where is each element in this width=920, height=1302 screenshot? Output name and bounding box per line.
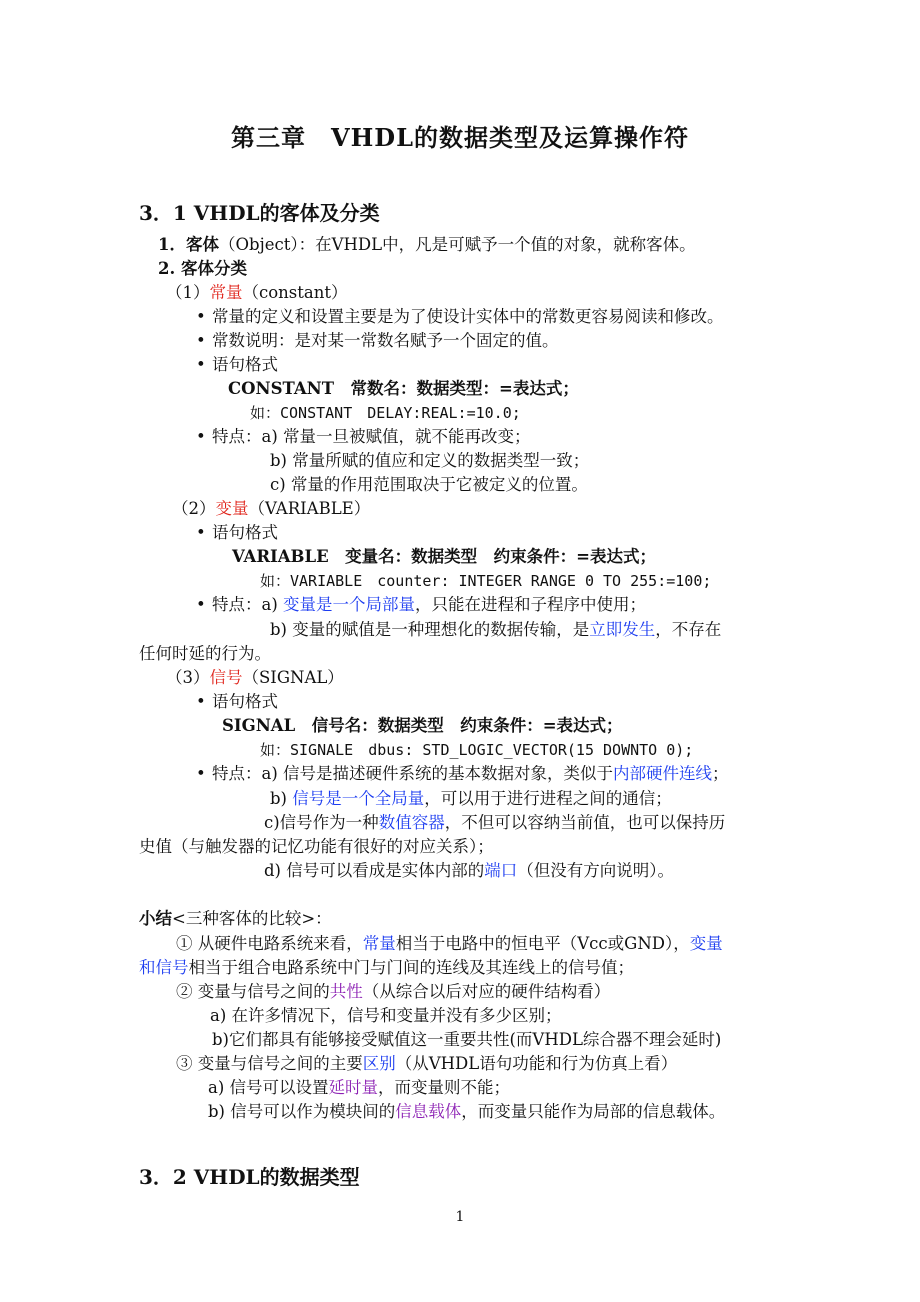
summary-item-2-suffix: （从综合以后对应的硬件结构看） <box>362 982 611 1001</box>
summary-item-3-highlight: 区别 <box>362 1054 396 1073</box>
feature-c-prefix: c)信号作为一种 <box>264 813 379 832</box>
summary-item-2a: a) 在许多情况下，信号和变量并没有多少区别； <box>210 1006 562 1025</box>
constant-bullet-2 <box>196 329 559 353</box>
summary-item-3 <box>176 1052 677 1076</box>
constant-example: 如：CONSTANT DELAY:REAL:=10.0; <box>250 404 521 422</box>
summary-heading <box>139 907 332 931</box>
bullet-text: 常量的定义和设置主要是为了使设计实体中的常数更容易阅读和修改。 <box>212 307 724 326</box>
bullet-icon: • <box>196 355 206 374</box>
feature-b-suffix: ，可以用于进行进程之间的通信； <box>424 789 672 808</box>
constant-bullet-3 <box>196 353 278 377</box>
summary-item-1-middle: 相当于电路中的恒电平（Vcc或GND）， <box>395 934 690 953</box>
summary-label: 小结 <box>139 909 172 928</box>
constant-heading <box>166 281 348 305</box>
section-heading-3-2: 3．2 VHDL的数据类型 <box>139 1165 360 1189</box>
variable-example: 如：VARIABLE counter: INTEGER RANGE 0 TO 255:=100; <box>260 572 712 590</box>
signal-feature-d <box>264 859 674 883</box>
summary-item-3a-prefix: a) 信号可以设置 <box>208 1078 329 1097</box>
feature-a-prefix: a) 信号是描述硬件系统的基本数据对象，类似于 <box>261 764 614 783</box>
variable-heading <box>172 497 370 521</box>
summary-item-1-highlight-signal: 和信号 <box>139 958 189 977</box>
feature-b-highlight: 立即发生 <box>589 620 656 639</box>
variable-syntax: VARIABLE 变量名：数据类型 约束条件：=表达式； <box>232 547 657 566</box>
feature-b-prefix: b) 变量的赋值是一种理想化的数据传输，是 <box>270 620 590 639</box>
summary-item-3a-highlight: 延时量 <box>328 1078 379 1097</box>
summary-item-3-prefix: ③ 变量与信号之间的主要 <box>176 1054 363 1073</box>
feature-d-highlight: 端口 <box>484 861 518 880</box>
constant-term: 常量 <box>209 283 243 302</box>
summary-item-3b-suffix: ，而变量只能作为局部的信息载体。 <box>461 1102 726 1121</box>
bullet-icon: • <box>196 764 206 783</box>
summary-item-3b-highlight: 信息载体 <box>395 1102 462 1121</box>
feature-c-suffix: ，不但可以容纳当前值，也可以保持历 <box>444 813 726 832</box>
bullet-text: 语句格式 <box>212 692 278 711</box>
summary-item-1-prefix: ① 从硬件电路系统来看， <box>176 934 363 953</box>
signal-term: 信号 <box>209 668 243 687</box>
feature-b-suffix: ，不存在 <box>655 620 722 639</box>
variable-term: 变量 <box>215 499 249 518</box>
signal-features <box>196 762 729 786</box>
bullet-icon: • <box>196 427 206 446</box>
feature-c-highlight: 数值容器 <box>378 813 445 832</box>
summary-item-2-prefix: ② 变量与信号之间的 <box>176 982 330 1001</box>
feature-label: 特点： <box>212 595 262 614</box>
bullet-icon: • <box>196 692 206 711</box>
constant-english: （constant） <box>242 283 348 302</box>
constant-features <box>196 425 531 449</box>
constant-bullet-1 <box>196 305 724 329</box>
signal-feature-c-cont: 史值（与触发器的记忆功能有很好的对应关系）； <box>139 837 494 856</box>
feature-b-prefix: b) <box>270 789 293 808</box>
definition-object <box>158 233 696 257</box>
variable-feature-b-cont: 任何时延的行为。 <box>139 644 271 663</box>
variable-features <box>196 593 646 617</box>
feature-a-highlight: 内部硬件连线 <box>613 764 713 783</box>
summary-subtitle: <三种客体的比较>： <box>172 909 332 928</box>
summary-item-1 <box>176 932 723 956</box>
feature-label: 特点： <box>212 764 262 783</box>
signal-example: 如：SIGNALE dbus: STD_LOGIC_VECTOR(15 DOWNTO 0); <box>260 741 694 759</box>
definition-text: （Object）：在VHDL中，凡是可赋予一个值的对象，就称客体。 <box>218 235 696 254</box>
summary-item-3-suffix: （从VHDL语句功能和行为仿真上看） <box>395 1054 678 1073</box>
feature-b-highlight: 信号是一个全局量 <box>292 789 425 808</box>
bullet-icon: • <box>196 523 206 542</box>
summary-item-1-cont <box>139 956 634 980</box>
signal-english: （SIGNAL） <box>242 668 344 687</box>
feature-a-prefix: a) <box>261 595 284 614</box>
variable-english: （VARIABLE） <box>248 499 371 518</box>
summary-item-1-highlight-variable: 变量 <box>689 934 723 953</box>
feature-d-suffix: （但没有方向说明）。 <box>517 861 674 880</box>
page-title: 第三章 VHDL的数据类型及运算操作符 <box>231 123 689 152</box>
feature-a-suffix: ； <box>712 764 729 783</box>
item-number: （1） <box>166 283 210 302</box>
definition-label: 1．客体 <box>158 235 219 254</box>
feature-d-prefix: d) 信号可以看成是实体内部的 <box>264 861 485 880</box>
bullet-icon: • <box>196 595 206 614</box>
summary-item-3a <box>208 1076 510 1100</box>
signal-feature-c <box>264 811 725 835</box>
variable-bullet-1 <box>196 521 278 545</box>
page-number: 1 <box>455 1209 465 1225</box>
feature-a: a) 常量一旦被赋值，就不能再改变； <box>261 427 531 446</box>
summary-item-1-continuation: 相当于组合电路系统中门与门间的连线及其连线上的信号值； <box>188 958 634 977</box>
feature-a-highlight: 变量是一个局部量 <box>283 595 416 614</box>
constant-feature-b: b) 常量所赋的值应和定义的数据类型一致； <box>270 451 590 470</box>
summary-item-3a-suffix: ，而变量则不能； <box>378 1078 511 1097</box>
constant-feature-c: c) 常量的作用范围取决于它被定义的位置。 <box>270 475 588 494</box>
signal-heading <box>166 666 344 690</box>
constant-syntax: CONSTANT 常数名：数据类型：=表达式； <box>228 379 579 398</box>
bullet-text: 常数说明：是对某一常数名赋予一个固定的值。 <box>212 331 559 350</box>
summary-item-3b <box>208 1100 725 1124</box>
summary-item-2b: b)它们都具有能够接受赋值这一重要共性(而VHDL综合器不理会延时) <box>212 1030 722 1049</box>
signal-feature-b <box>270 787 672 811</box>
summary-item-2-highlight: 共性 <box>329 982 363 1001</box>
item-number: （3） <box>166 668 210 687</box>
feature-a-suffix: ，只能在进程和子程序中使用； <box>415 595 647 614</box>
item-number: （2） <box>172 499 216 518</box>
summary-item-1-highlight-constant: 常量 <box>362 934 396 953</box>
summary-item-2 <box>176 980 610 1004</box>
summary-item-3b-prefix: b) 信号可以作为模块间的 <box>208 1102 396 1121</box>
section-heading-3-1: 3．1 VHDL的客体及分类 <box>139 201 380 225</box>
bullet-icon: • <box>196 307 206 326</box>
variable-feature-b <box>270 618 721 642</box>
bullet-text: 语句格式 <box>212 355 278 374</box>
signal-syntax: SIGNAL 信号名：数据类型 约束条件：=表达式； <box>222 716 623 735</box>
signal-bullet-1 <box>196 690 278 714</box>
bullet-icon: • <box>196 331 206 350</box>
classification-heading: 2. 客体分类 <box>158 259 247 278</box>
feature-label: 特点： <box>212 427 262 446</box>
bullet-text: 语句格式 <box>212 523 278 542</box>
